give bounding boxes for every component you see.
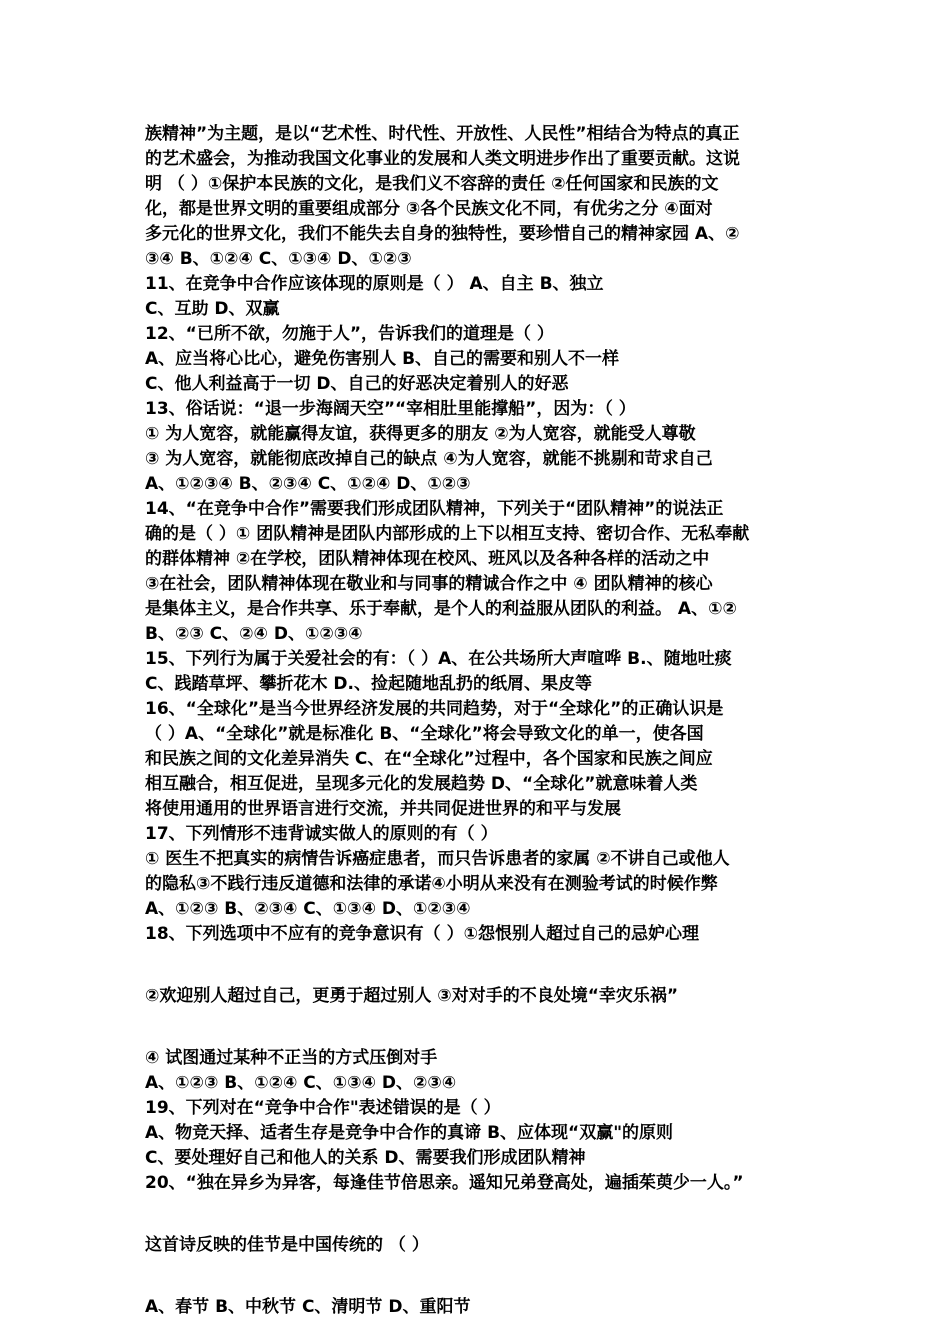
question-15: 15、下列行为属于关爱社会的有：（ ）A、在公共场所大声喧哗 B.、随地吐痰	[145, 649, 732, 669]
text-line: ③在社会，团队精神体现在敬业和与同事的精诚合作之中 ④ 团队精神的核心	[145, 574, 713, 594]
question-17: 17、下列情形不违背诚实做人的原则的有（ ）	[145, 824, 498, 844]
text-line: ① 医生不把真实的病情告诉癌症患者，而只告诉患者的家属 ②不讲自己或他人	[145, 849, 730, 869]
line-gap	[145, 1009, 815, 1046]
text-line: C、他人利益高于一切 D、自己的好恶决定着别人的好恶	[145, 374, 569, 394]
line-gap	[145, 947, 815, 984]
text-line: 明 （ ）①保护本民族的文化，是我们义不容辞的责任 ②任何国家和民族的文	[145, 174, 719, 194]
text-line: A、春节 B、中秋节 C、清明节 D、重阳节	[145, 1297, 471, 1317]
line-gap	[145, 1196, 815, 1233]
text-line: 多元化的世界文化，我们不能失去自身的独特性，要珍惜自己的精神家园 A、②	[145, 224, 740, 244]
text-line: 和民族之间的文化差异消失 C、在“全球化”过程中，各个国家和民族之间应	[145, 749, 713, 769]
text-line: ① 为人宽容，就能赢得友谊，获得更多的朋友 ②为人宽容，就能受人尊敬	[145, 424, 696, 444]
text-line: A、①②③④ B、②③④ C、①②④ D、①②③	[145, 474, 471, 494]
question-11: 11、在竞争中合作应该体现的原则是（ ） A、自主 B、独立	[145, 274, 604, 294]
text-line: C、要处理好自己和他人的关系 D、需要我们形成团队精神	[145, 1148, 586, 1168]
question-14: 14、“在竞争中合作”需要我们形成团队精神，下列关于“团队精神”的说法正	[145, 499, 724, 519]
question-13: 13、俗话说：“退一步海阔天空”“宰相肚里能撑船”，因为：（ ）	[145, 399, 636, 419]
text-line: A、①②③ B、②③④ C、①③④ D、①②③④	[145, 899, 471, 919]
text-line: ②欢迎别人超过自己，更勇于超过别人 ③对对手的不良处境“幸灾乐祸”	[145, 986, 679, 1006]
text-line: C、践踏草坪、攀折花木 D.、捡起随地乱扔的纸屑、果皮等	[145, 674, 592, 694]
text-line: ③ 为人宽容，就能彻底改掉自己的缺点 ④为人宽容，就能不挑剔和苛求自己	[145, 449, 713, 469]
text-line: 相互融合，相互促进，呈现多元化的发展趋势 D、“全球化”就意味着人类	[145, 774, 698, 794]
text-line: B、②③ C、②④ D、①②③④	[145, 624, 363, 644]
text-line: ③④ B、①②④ C、①③④ D、①②③	[145, 249, 412, 269]
text-line: 的群体精神 ②在学校，团队精神体现在校风、班风以及各种各样的活动之中	[145, 549, 710, 569]
text-line: （ ）A、“全球化”就是标准化 B、“全球化”将会导致文化的单一，使各国	[145, 724, 704, 744]
text-line: 的艺术盛会，为推动我国文化事业的发展和人类文明进步作出了重要贡献。这说	[145, 149, 740, 169]
question-16: 16、“全球化”是当今世界经济发展的共同趋势，对于“全球化”的正确认识是	[145, 699, 724, 719]
text-line: 确的是（ ）① 团队精神是团队内部形成的上下以相互支持、密切合作、无私奉献	[145, 524, 750, 544]
question-text-block	[145, 122, 815, 1320]
text-line: 化，都是世界文明的重要组成部分 ③各个民族文化不同，有优劣之分 ④面对	[145, 199, 713, 219]
text-line: 族精神”为主题，是以“艺术性、时代性、开放性、人民性”相结合为特点的真正	[145, 124, 740, 144]
question-18: 18、下列选项中不应有的竞争意识有（ ）①怨恨别人超过自己的忌妒心理	[145, 924, 699, 944]
text-line: ④ 试图通过某种不正当的方式压倒对手	[145, 1048, 438, 1068]
text-line: 的隐私③不践行违反道德和法律的承诺④小明从来没有在测验考试的时候作弊	[145, 874, 718, 894]
question-19: 19、下列对在“竞争中合作"表述错误的是（ ）	[145, 1098, 501, 1118]
question-20: 20、“独在异乡为异客，每逢佳节倍思亲。遥知兄弟登高处，遍插茱萸少一人。”	[145, 1173, 744, 1193]
text-line: 是集体主义，是合作共享、乐于奉献，是个人的利益服从团队的利益。 A、①②	[145, 599, 737, 619]
text-line: 这首诗反映的佳节是中国传统的 （ ）	[145, 1235, 429, 1255]
line-gap	[145, 1258, 815, 1295]
text-line: A、应当将心比心，避免伤害别人 B、自己的需要和别人不一样	[145, 349, 620, 369]
question-12: 12、“已所不欲，勿施于人”，告诉我们的道理是（ ）	[145, 324, 554, 344]
text-line: C、互助 D、双赢	[145, 299, 280, 319]
text-line: A、物竞天择、适者生存是竞争中合作的真谛 B、应体现“双赢"的原则	[145, 1123, 674, 1143]
text-line: 将使用通用的世界语言进行交流，并共同促进世界的和平与发展	[145, 799, 621, 819]
text-line: A、①②③ B、①②④ C、①③④ D、②③④	[145, 1073, 457, 1093]
